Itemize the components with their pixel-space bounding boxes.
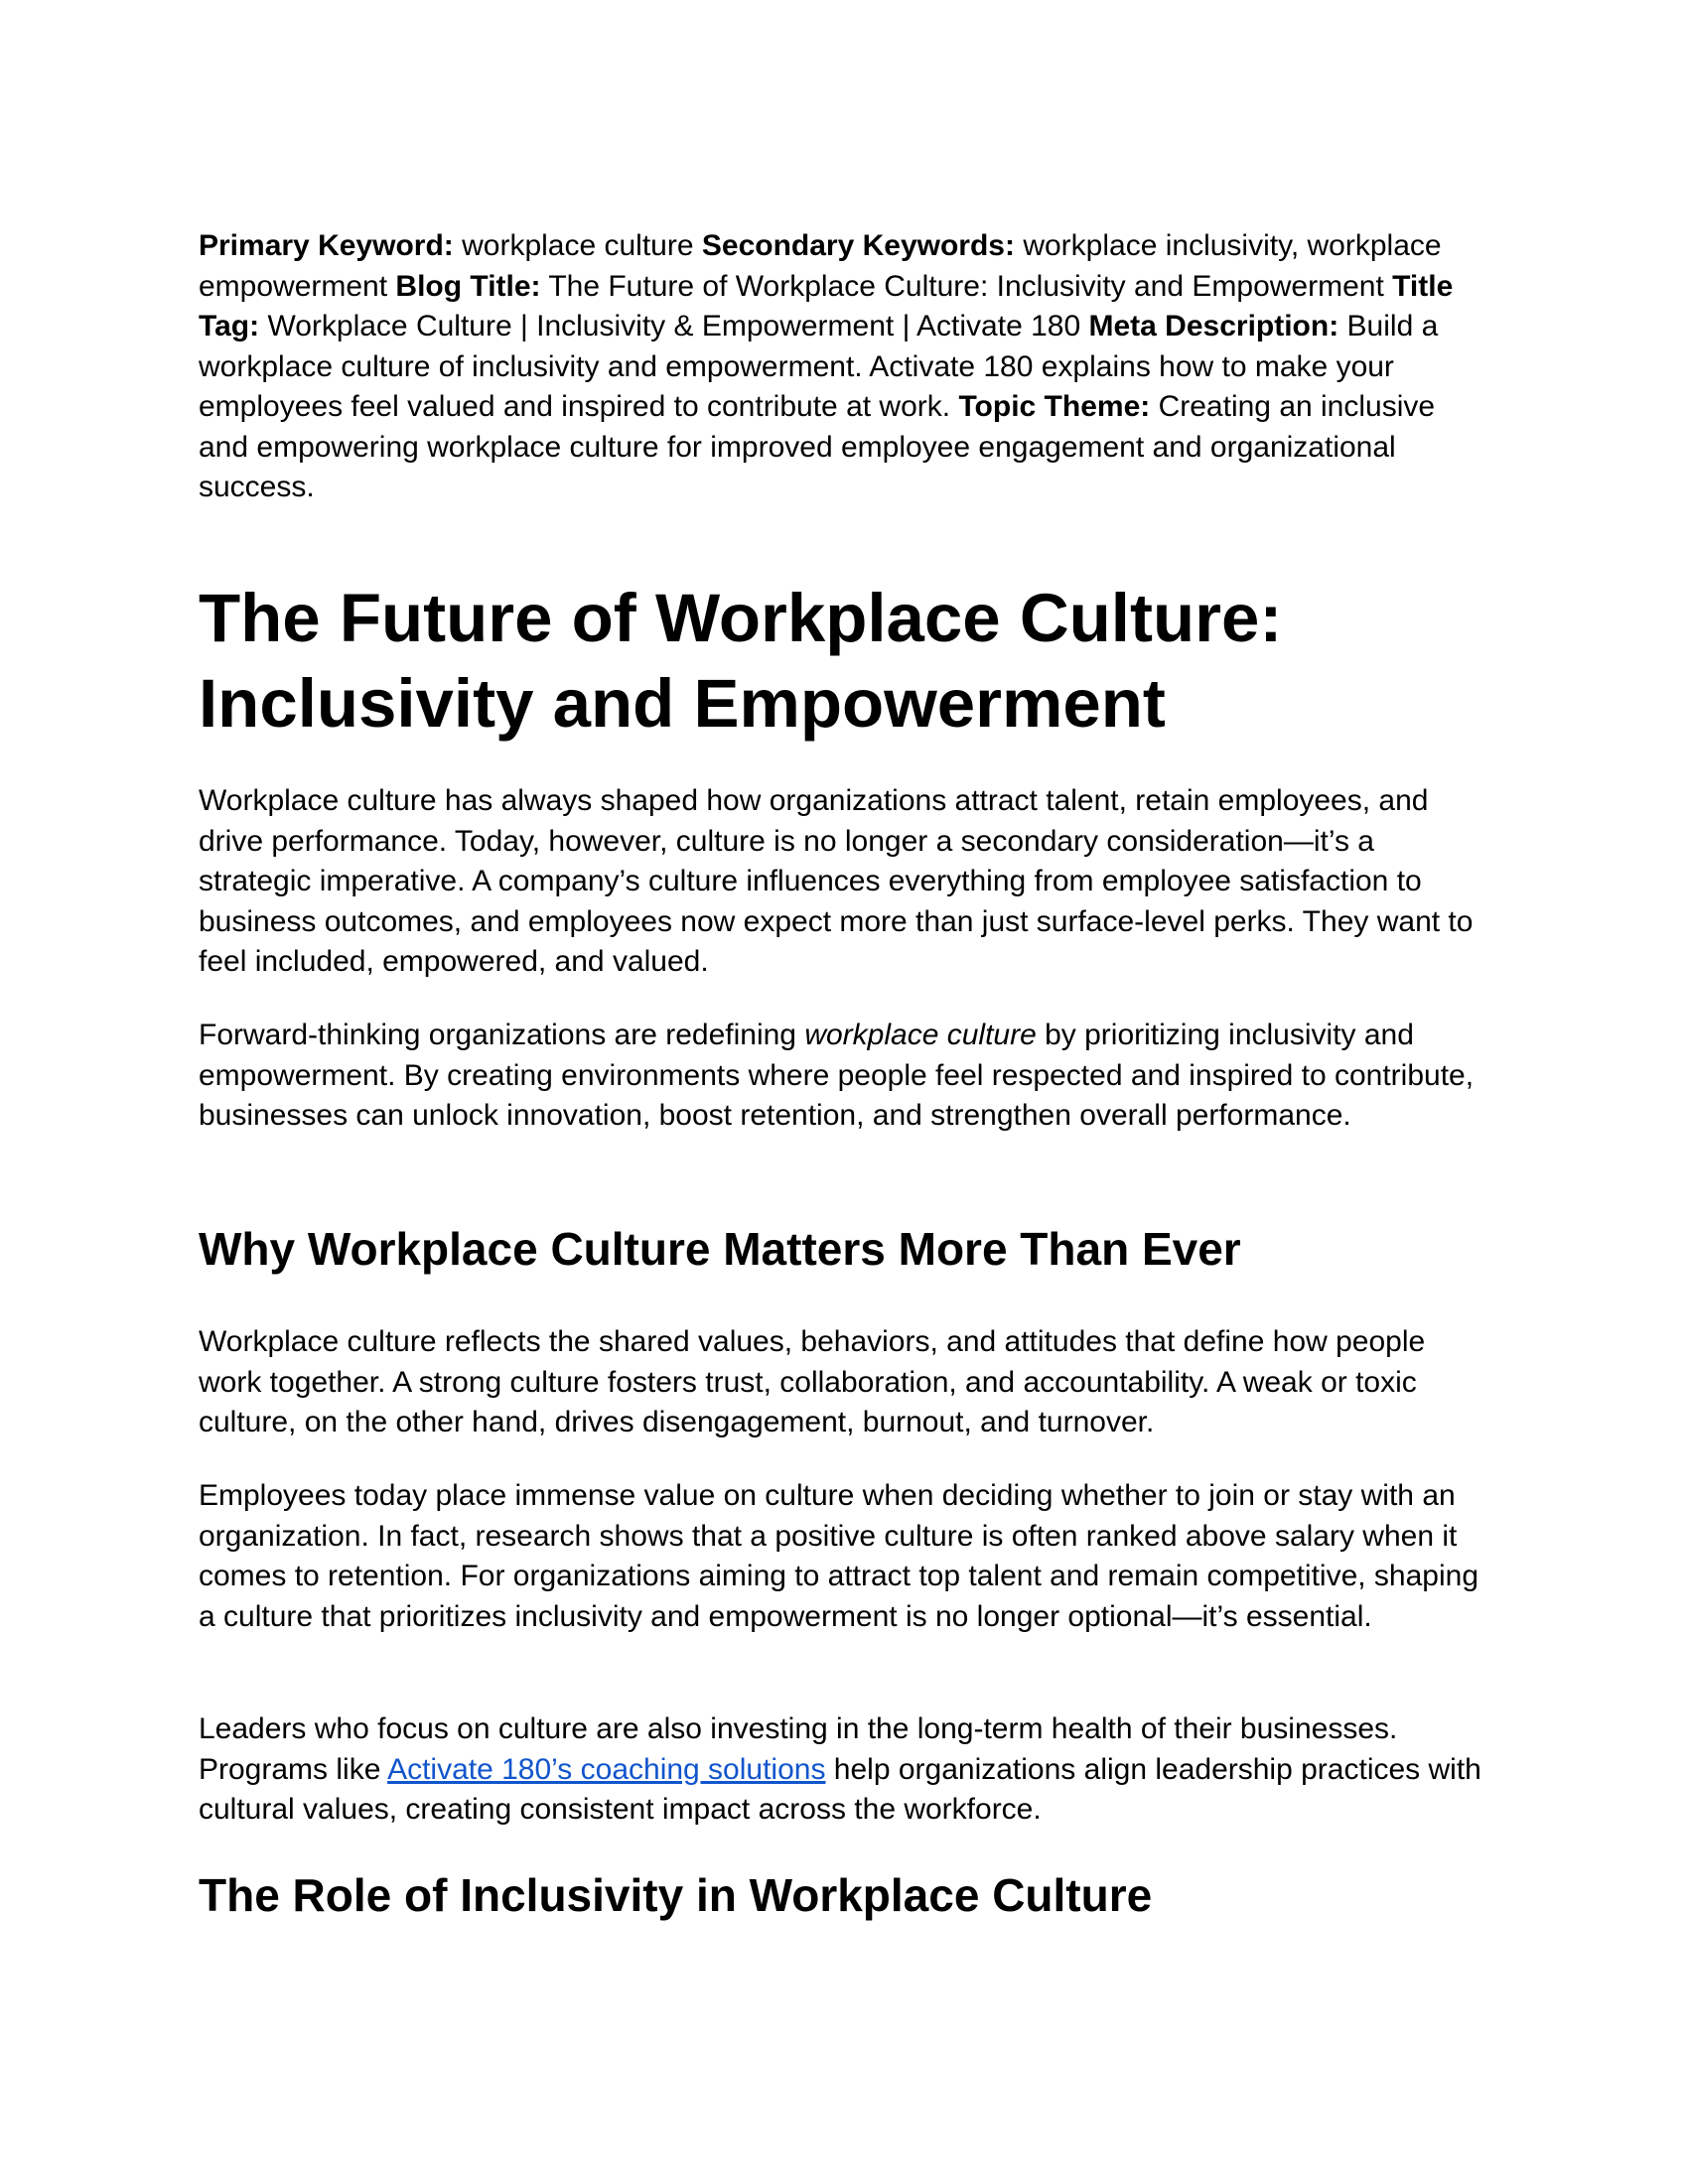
activate-180-coaching-solutions-link[interactable]: Activate 180’s coaching solutions [387,1752,826,1786]
topic-theme-value: Creating an inclusive and empowering workplace culture for improved employee engagement and organizational success. [199,390,1436,503]
intro-paragraph-2-emphasis: workplace culture [804,1019,1037,1051]
intro-paragraph-2-text-end: by prioritizing inclusivity and empowerment. By creating environments where people feel respected and inspired to contribute, businesses can unlock innovation, boost retention, and strengthen overall performance. [199,1019,1475,1132]
title-tag-value: Workplace Culture | Inclusivity & Empowerment | Activate 180 [259,310,1089,342]
meta-description-label: Meta Description: [1088,310,1339,342]
secondary-keywords-label: Secondary Keywords: [701,229,1015,262]
section1-paragraph-1: Workplace culture reflects the shared values, behaviors, and attitudes that define how people work together. A strong culture fosters trust, collaboration, and accountability. A weak or toxic culture, on the other hand, drives disengagement, burnout, and turnover. [199,1325,1426,1438]
intro-paragraph-2 [199,1016,1489,1137]
section1-paragraph-3-text-end: help organizations align leadership practices with cultural values, creating consistent impact across the workforce. [199,1752,1481,1826]
section1-paragraph-2: Employees today place immense value on culture when deciding whether to join or stay with an organization. In fact, research shows that a positive culture is often ranked above salary when it comes to retention. For organizations aiming to attract top talent and remain competitive, shaping a culture that prioritizes inclusivity and empowerment is no longer optional—it’s essential. [199,1479,1479,1633]
secondary-keywords-value: workplace inclusivity, workplace empowerment [199,229,1442,303]
topic-theme-label: Topic Theme: [958,390,1151,423]
title-tag-label: Title Tag: [199,269,1454,342]
intro-paragraph-2-text-start: Forward-thinking organizations are redefining [199,1019,805,1051]
seo-metadata-block [199,226,1489,508]
primary-keyword-value: workplace culture [453,229,702,262]
section-heading-role-of-inclusivity: The Role of Inclusivity in Workplace Culture [199,1869,1153,1921]
blog-title-value: The Future of Workplace Culture: Inclusivity and Empowerment [540,269,1393,303]
page-title: The Future of Workplace Culture: Inclusivity and Empowerment [199,580,1283,742]
intro-paragraph-1: Workplace culture has always shaped how organizations attract talent, retain employees, and drive performance. Today, however, culture is no longer a secondary consideration—it’s a strategic imperative. A company’s culture influences everything from employee satisfaction to business outcomes, and employees now expect more than just surface-level perks. They want to feel included, empowered, and valued. [199,784,1474,978]
section1-paragraph-3 [199,1709,1489,1831]
meta-description-value: Build a workplace culture of inclusivity and empowerment. Activate 180 explains how to make your employees feel valued and inspired to contribute at work. [199,310,1439,423]
section1-paragraph-3-text-start: Leaders who focus on culture are also investing in the long-term health of their businesses. Programs like [199,1712,1398,1786]
primary-keyword-label: Primary Keyword: [199,229,454,262]
blog-title-label: Blog Title: [395,269,541,303]
section-heading-why-culture-matters: Why Workplace Culture Matters More Than Ever [199,1223,1241,1275]
